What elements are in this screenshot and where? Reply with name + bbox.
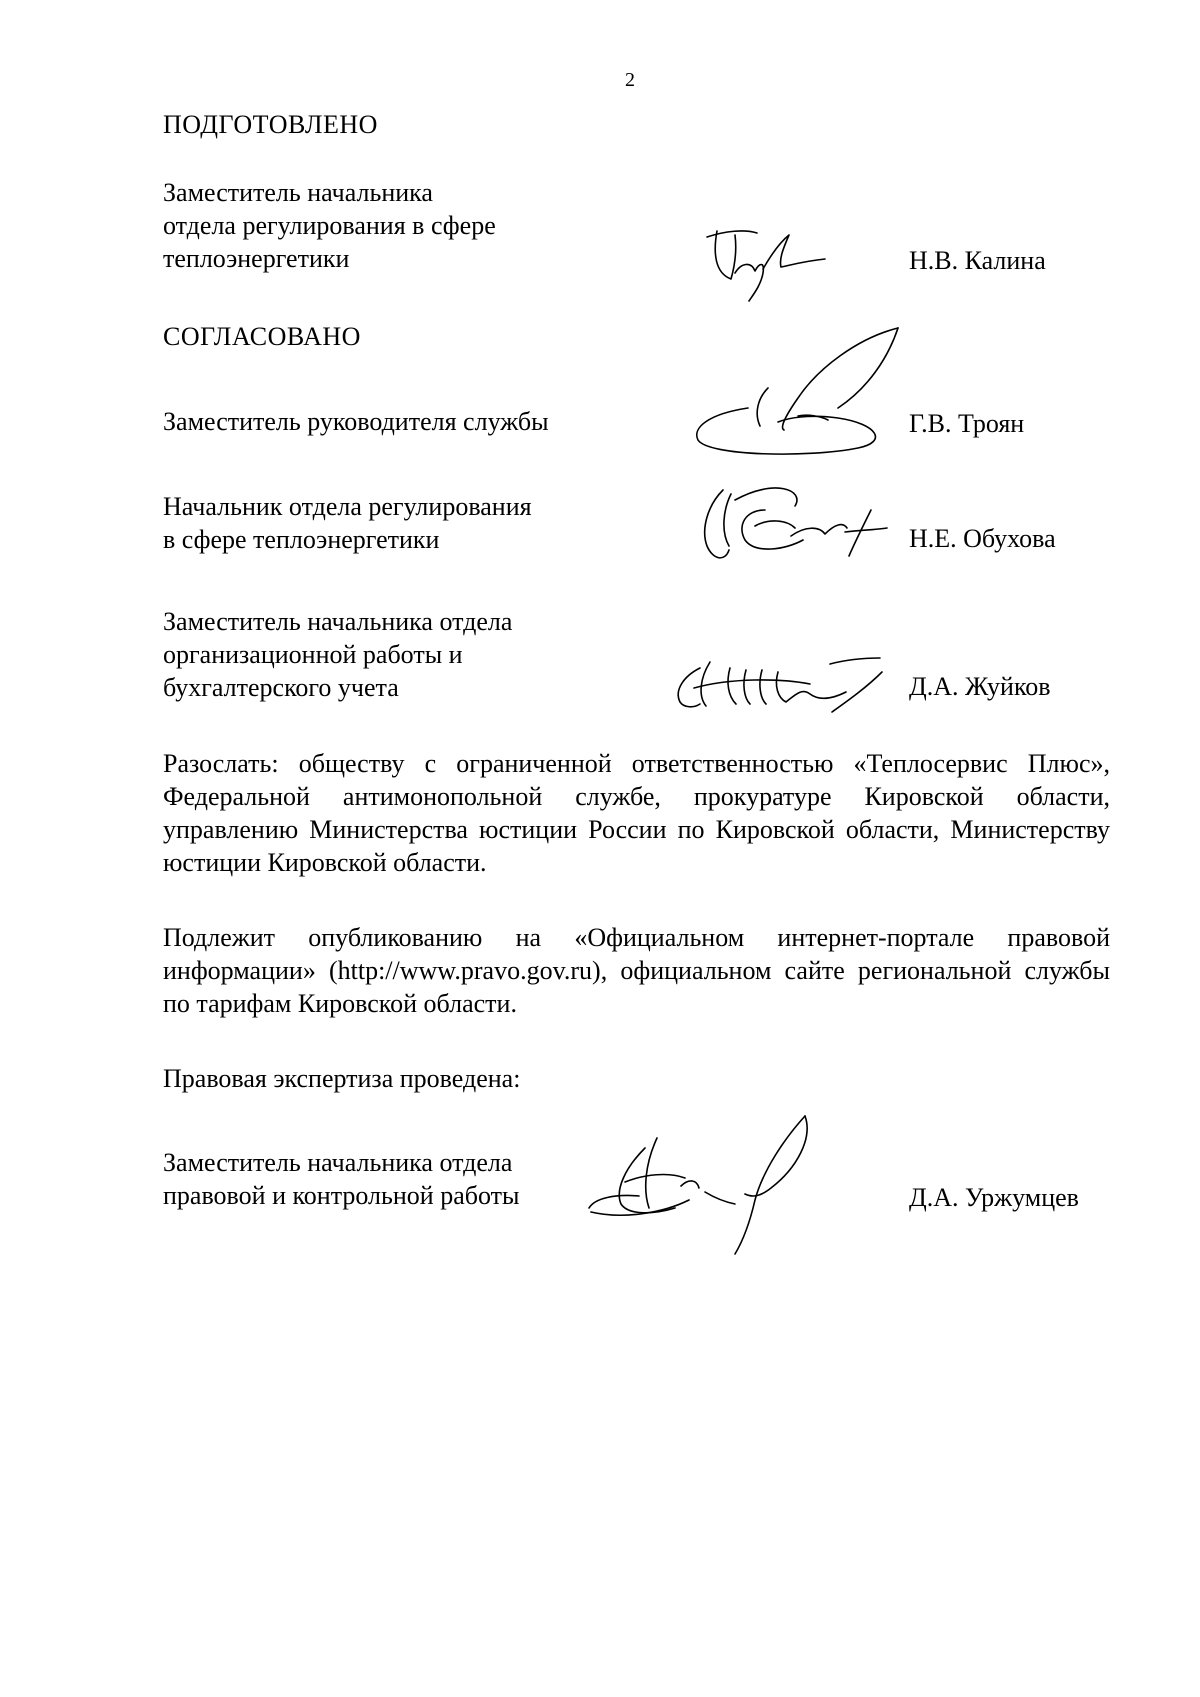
agreed-signer-3-position-line-1: Заместитель начальника отдела — [163, 607, 513, 636]
agreed-signer-3-position-line-2: организационной работы и — [163, 640, 463, 669]
agreed-heading: СОГЛАСОВАНО — [163, 322, 361, 351]
page-number: 2 — [625, 69, 635, 91]
agreed-signer-2-position-line-1: Начальник отдела регулирования — [163, 492, 532, 521]
prepared-position-line-2: отдела регулирования в сфере — [163, 211, 496, 240]
legal-review-heading: Правовая экспертиза проведена: — [163, 1064, 521, 1093]
prepared-position-line-1: Заместитель начальника — [163, 178, 433, 207]
signature-troyan — [688, 318, 913, 468]
signature-zhuikov — [670, 648, 890, 718]
legal-review-position-line-2: правовой и контрольной работы — [163, 1181, 520, 1210]
agreed-signer-3-position-line-3: бухгалтерского учета — [163, 673, 399, 702]
agreed-signer-1-name: Г.В. Троян — [909, 409, 1025, 438]
signature-kalina — [705, 225, 835, 305]
agreed-signer-3-name: Д.А. Жуйков — [909, 672, 1051, 701]
legal-review-position-line-1: Заместитель начальника отдела — [163, 1148, 513, 1177]
distribution-paragraph: Разослать: обществу с ограниченной ответственностью «Теплосервис Плюс», Федеральной антимонопольной службе, прокуратуре Кировской области, управлению Министерства юстиции России по Кировской области, Министерству юстиции Кировской области. — [163, 749, 1110, 877]
agreed-signer-2-position-line-2: в сфере теплоэнергетики — [163, 525, 440, 554]
prepared-heading: ПОДГОТОВЛЕНО — [163, 110, 378, 139]
signature-obukhova — [695, 470, 895, 570]
prepared-name: Н.В. Калина — [909, 246, 1046, 275]
publication-paragraph: Подлежит опубликованию на «Официальном интернет-портале правовой информации» (http://www.pravo.gov.ru), официальном сайте региональной службы по тарифам Кировской области. — [163, 923, 1110, 1018]
signature-urzhumtsev — [585, 1108, 845, 1258]
legal-review-name: Д.А. Уржумцев — [909, 1183, 1079, 1212]
prepared-position-line-3: теплоэнергетики — [163, 244, 350, 273]
agreed-signer-1-position-line-1: Заместитель руководителя службы — [163, 407, 549, 436]
agreed-signer-2-name: Н.Е. Обухова — [909, 524, 1056, 553]
